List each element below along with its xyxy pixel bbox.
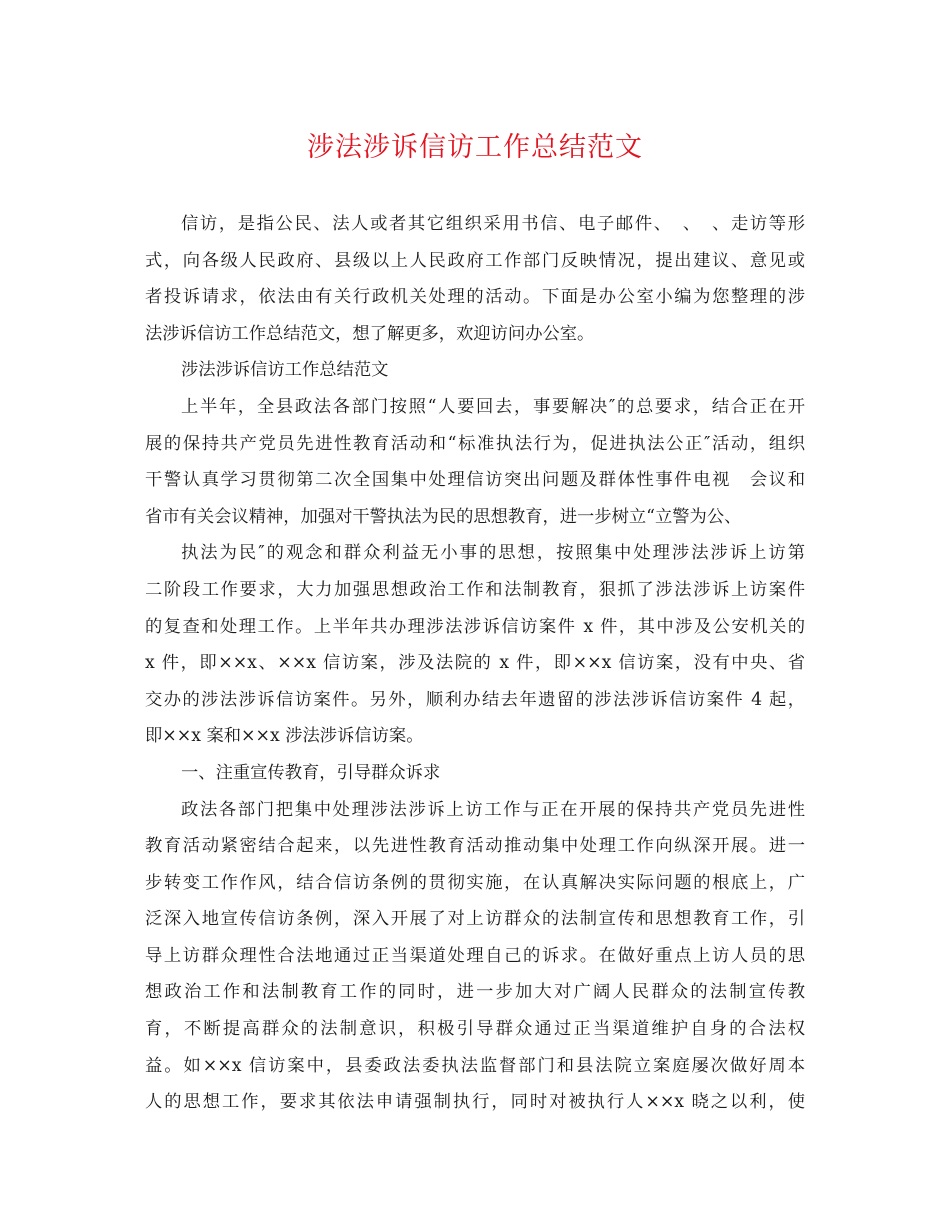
text-line: 式，向各级人民政府、县级以上人民政府工作部门反映情况，提出建议、意见或 [145,250,805,271]
text-line: 信访，是指公民、法人或者其它组织采用书信、电子邮件、 、 、走访等形 [181,214,805,234]
text-line: 一、注重宣传教育，引导群众诉求 [181,762,441,783]
document-title: 涉法涉诉信访工作总结范文 [307,132,643,163]
text-line: 想政治工作和法制教育工作的同时，进一步加大对广阔人民群众的法制宣传教 [145,982,805,1003]
text-line: 交办的涉法涉诉信访案件。另外，顺利办结去年遗留的涉法涉诉信访案件 4 起， [145,689,805,710]
text-line: 干警认真学习贯彻第二次全国集中处理信访突出问题及群体性事件电视 会议和 [145,470,805,491]
text-line: 益。如××x 信访案中，县委政法委执法监督部门和县法院立案庭屡次做好周本 [145,1055,805,1076]
text-line: 涉法涉诉信访工作总结范文 [181,360,389,381]
text-line: 的复查和处理工作。上半年共办理涉法涉诉信访案件 x 件，其中涉及公安机关的 [145,616,805,637]
text-line: 步转变工作作风，结合信访条例的贯彻实施，在认真解决实际问题的根底上，广 [145,872,805,893]
text-line: 省市有关会议精神，加强对干警执法为民的思想教育，进一步树立“立警为公、 [145,506,742,527]
text-line: x 件，即××x、××x 信访案，涉及法院的 x 件，即××x 信访案，没有中央、省 [145,653,805,674]
text-line: 二阶段工作要求，大力加强思想政治工作和法制教育，狠抓了涉法涉诉上访案件 [145,579,805,600]
text-line: 泛深入地宣传信访条例，深入开展了对上访群众的法制宣传和思想教育工作，引 [145,909,805,930]
text-line: 政法各部门把集中处理涉法涉诉上访工作与正在开展的保持共产党员先进性 [181,799,805,820]
text-line: 育，不断提高群众的法制意识，积极引导群众通过正当渠道维护自身的合法权 [145,1019,805,1040]
text-line: 法涉诉信访工作总结范文，想了解更多，欢迎访问办公室。 [145,323,595,344]
text-line: 人的思想工作，要求其依法申请强制执行，同时对被执行人××x 晓之以利，使 [145,1092,805,1113]
text-line: 教育活动紧密结合起来，以先进性教育活动推动集中处理工作向纵深开展。进一 [145,836,805,857]
document-body [145,206,805,1121]
text-line: 即××x 案和××x 涉法涉诉信访案。 [145,726,424,747]
text-line: 执法为民″的观念和群众利益无小事的思想，按照集中处理涉法涉诉上访第 [181,543,805,564]
text-line: 导上访群众理性合法地通过正当渠道处理自己的诉求。在做好重点上访人员的思 [145,945,805,966]
text-line: 者投诉请求，依法由有关行政机关处理的活动。下面是办公室小编为您整理的涉 [145,287,805,308]
text-line: 上半年，全县政法各部门按照“人要回去，事要解决″的总要求，结合正在开 [181,396,805,417]
text-line: 展的保持共产党员先进性教育活动和“标准执法行为，促进执法公正″活动，组织 [145,433,805,454]
